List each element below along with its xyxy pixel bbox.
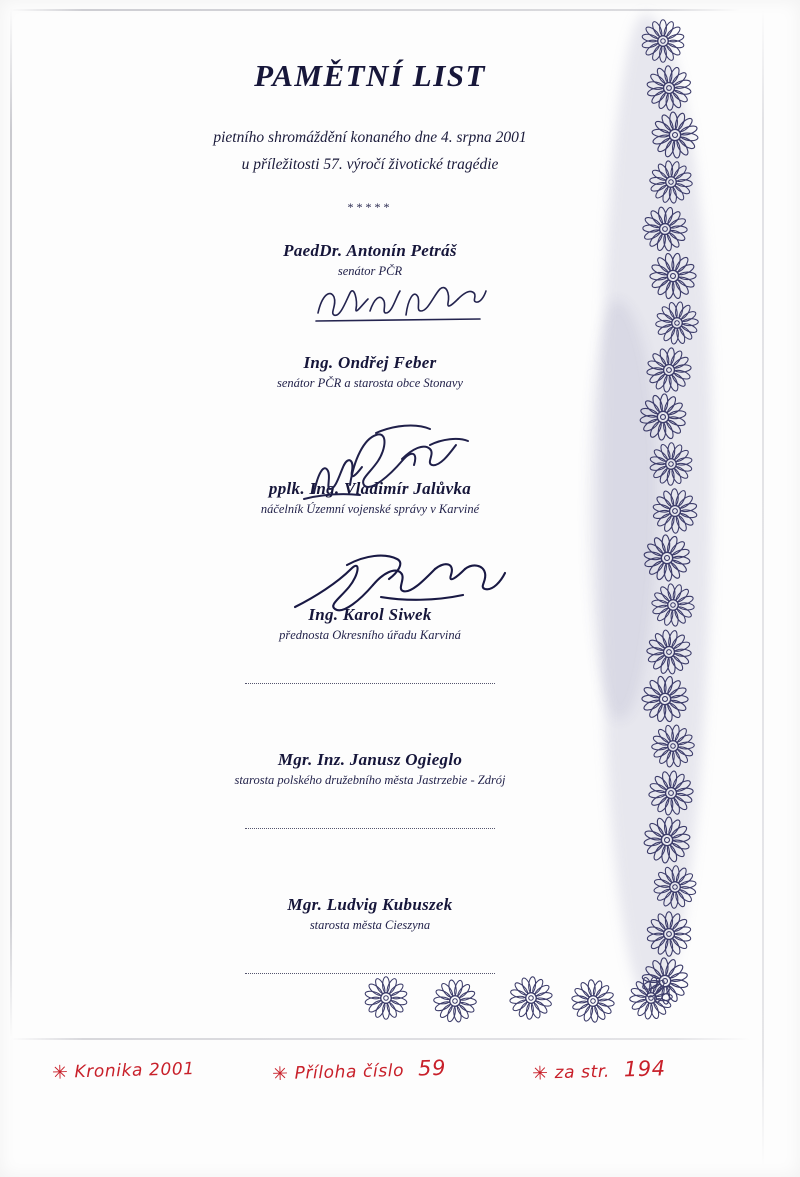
dotted-rule xyxy=(245,973,495,974)
daisy-icon xyxy=(570,978,616,1024)
signature-space xyxy=(120,279,620,327)
signatory-block xyxy=(120,895,620,933)
daisy-icon xyxy=(646,347,692,393)
signatory-name: Mgr. Ludvig Kubuszek xyxy=(287,895,453,915)
subtitle-line-2: u příležitosti 57. výročí životické tragédie xyxy=(241,156,499,174)
signature-space xyxy=(120,391,620,453)
certificate-body xyxy=(120,40,620,974)
paper-edge-right xyxy=(762,8,764,1168)
blank-space xyxy=(120,933,620,973)
asterisk-icon: ✳ xyxy=(531,1062,549,1085)
certificate-subtitle xyxy=(120,124,620,178)
daisy-icon xyxy=(640,18,686,64)
daisy-icon xyxy=(508,975,554,1021)
daisy-icon xyxy=(640,394,686,440)
paper-edge-left xyxy=(10,8,12,1038)
signatory-block xyxy=(120,605,620,643)
signatory-role: starosta města Cieszyna xyxy=(309,918,431,933)
signatory-block xyxy=(120,241,620,279)
signatory-block xyxy=(120,750,620,788)
star-separator: ***** xyxy=(347,200,393,215)
signatory-block xyxy=(120,479,620,517)
daisy-icon xyxy=(648,441,694,487)
paper-edge-top xyxy=(10,9,740,11)
signatory-role: náčelník Územní vojenské správy v Karviné xyxy=(260,502,480,517)
daisy-icon xyxy=(644,535,690,581)
signatory-role: senátor PČR xyxy=(337,264,403,279)
daisy-icon xyxy=(652,488,698,534)
daisy-icon xyxy=(642,206,688,252)
signature-space xyxy=(120,517,620,579)
subtitle-line-1: pietního shromáždění konaného dne 4. srpna 2001 xyxy=(213,129,527,146)
annotation-text: Příloha číslo xyxy=(294,1060,405,1084)
signatory-role: starosta polského družebního města Jastrzebie - Zdrój xyxy=(234,773,506,788)
daisy-icon xyxy=(628,975,674,1021)
daisy-icon xyxy=(648,159,694,205)
daisy-icon xyxy=(646,911,692,957)
blank-space xyxy=(120,684,620,724)
daisy-icon xyxy=(644,817,690,863)
annotation-number: 59 xyxy=(417,1055,447,1081)
daisy-icon xyxy=(650,253,696,299)
daisy-icon xyxy=(432,978,478,1024)
annotation-strana xyxy=(532,1056,666,1084)
daisy-icon xyxy=(650,723,696,769)
signatory-name: PaedDr. Antonín Petráš xyxy=(283,241,457,261)
signatory-block xyxy=(120,353,620,391)
daisy-icon xyxy=(652,864,698,910)
daisy-icon xyxy=(652,112,698,158)
paper-edge-bottom xyxy=(10,1038,750,1040)
daisy-icon xyxy=(650,582,696,628)
daisy-icon xyxy=(654,300,700,346)
signatory-name: pplk. Ing. Vladimír Jalůvka xyxy=(268,479,472,499)
daisy-icon xyxy=(646,65,692,111)
annotation-number: 194 xyxy=(623,1056,667,1082)
daisy-icon xyxy=(642,676,688,722)
signatory-name: Mgr. Inz. Janusz Ogieglo xyxy=(277,750,463,770)
signatory-role: senátor PČR a starosta obce Stonavy xyxy=(277,376,463,391)
blank-space xyxy=(120,788,620,828)
asterisk-icon: ✳ xyxy=(51,1061,69,1084)
page-title: PAMĚTNÍ LIST xyxy=(254,58,486,93)
annotation-text: za str. xyxy=(554,1061,611,1084)
signatory-role: přednosta Okresního úřadu Karviná xyxy=(279,628,461,643)
asterisk-icon: ✳ xyxy=(271,1062,289,1086)
blank-space xyxy=(120,643,620,683)
annotation-text: Kronika 2001 xyxy=(74,1059,195,1083)
annotation-priloha xyxy=(272,1056,447,1086)
daisy-icon xyxy=(363,975,409,1021)
blank-space xyxy=(120,829,620,869)
signatory-name: Ing. Karol Siwek xyxy=(308,605,432,625)
signatory-name: Ing. Ondřej Feber xyxy=(303,353,437,373)
annotation-kronika xyxy=(52,1058,195,1084)
daisy-icon xyxy=(648,770,694,816)
